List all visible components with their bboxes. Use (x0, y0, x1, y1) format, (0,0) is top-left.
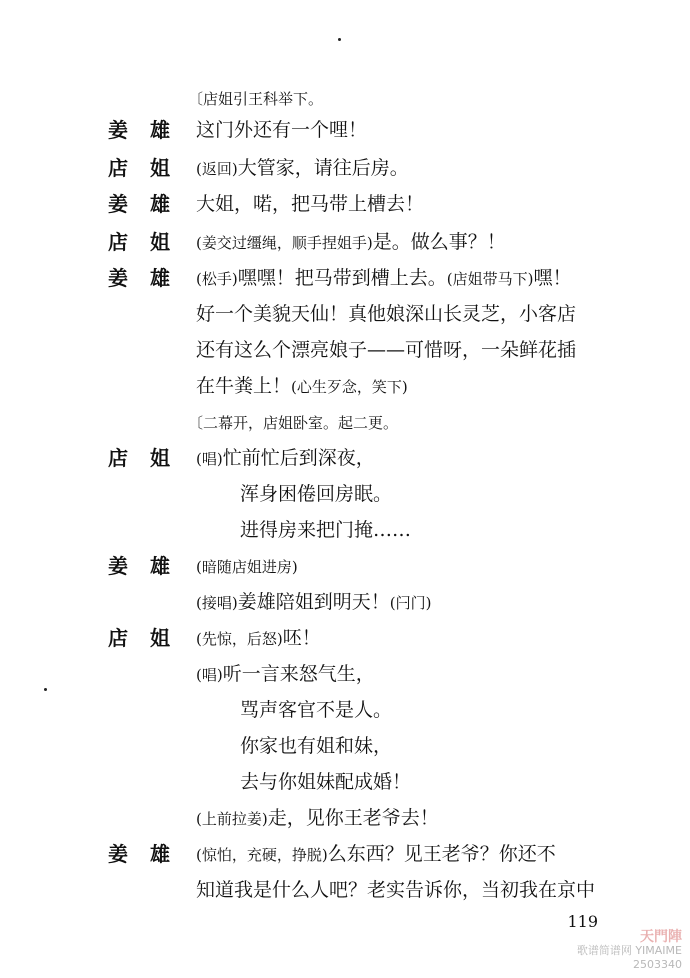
watermark-line-1: 歌谱简谱网 YIMAIME (576, 944, 682, 957)
script-line (196, 118, 367, 142)
script-line (196, 156, 409, 181)
script-line (240, 518, 411, 542)
stage-direction: (闩门) (389, 594, 432, 612)
line-text: 大姐，喏，把马带上槽去！ (196, 193, 425, 215)
line-text: 还有这么个漂亮娘子——可惜呀，一朵鲜花插 (196, 339, 577, 361)
line-text: 听一言来怒气生， (222, 663, 375, 685)
speaker-name: 店姐 (108, 446, 192, 470)
stage-direction: (上前拉姜) (196, 810, 268, 828)
line-text: 浑身困倦回房眠。 (240, 483, 393, 505)
speaker-name: 姜雄 (108, 118, 192, 142)
stage-direction: (唱) (196, 450, 223, 468)
line-text: 进得房来把门掩…… (240, 519, 412, 541)
script-line (196, 662, 375, 687)
script-line (196, 266, 571, 291)
script-line (196, 446, 375, 471)
speaker-name: 店姐 (108, 626, 192, 650)
line-text: 你家也有姐和妹， (240, 735, 393, 757)
line-text: 么东西？见王老爷？你还不 (327, 843, 556, 865)
script-line (196, 374, 408, 399)
speaker-name: 店姐 (108, 230, 192, 254)
speck-mark (44, 688, 47, 691)
stage-direction: (姜交过缰绳，顺手捏姐手) (196, 234, 373, 252)
line-text: 走，见你王老爷去！ (267, 807, 439, 829)
line-text: 在牛粪上！ (196, 375, 292, 397)
script-line (196, 338, 576, 362)
script-line (196, 230, 506, 255)
line-text: 忙前忙后到深夜， (222, 447, 375, 469)
stage-direction: (店姐带马下) (446, 270, 534, 288)
stage-direction: (暗随店姐进房) (196, 558, 298, 576)
speaker-name: 姜雄 (108, 842, 192, 866)
page-number: 119 (567, 912, 598, 931)
stage-direction: 〔店姐引王科举下。 (188, 90, 324, 108)
script-line (188, 86, 323, 111)
speaker-name: 店姐 (108, 156, 192, 180)
script-line (196, 626, 321, 651)
line-text-tail: 做么事？！ (410, 231, 506, 253)
line-text: 去与你姐妹配成婚！ (240, 771, 412, 793)
script-line (196, 590, 431, 615)
script-line (196, 842, 556, 867)
stage-direction: (心生歹念，笑下) (291, 378, 408, 396)
line-text: 是。 (372, 231, 411, 253)
line-text-tail: 嘿！ (533, 267, 572, 289)
line-text: 嘿嘿！把马带到槽上去。 (237, 267, 447, 289)
script-line (240, 770, 411, 794)
speaker-name: 姜雄 (108, 554, 192, 578)
watermark-logo: 天門陣 (640, 929, 682, 945)
stage-direction: 〔二幕开，店姐卧室。起二更。 (188, 414, 399, 432)
script-line (196, 554, 298, 579)
watermark (577, 930, 682, 972)
line-text: 知道我是什么人吧？老实告诉你，当初我在京中 (196, 879, 596, 901)
stage-direction: (唱) (196, 666, 223, 684)
script-line (240, 698, 392, 722)
script-line (196, 878, 595, 902)
script-line (188, 410, 398, 435)
stage-direction: (惊怕，充硬，挣脱) (196, 846, 328, 864)
speaker-name: 姜雄 (108, 266, 192, 290)
script-line (196, 302, 576, 326)
stage-direction: (松手) (196, 270, 238, 288)
speaker-name: 姜雄 (108, 192, 192, 216)
stage-direction: (返回) (196, 160, 238, 178)
script-line (240, 482, 392, 506)
script-line (196, 192, 424, 216)
script-line (196, 806, 439, 831)
watermark-line-2: 2503340 (633, 958, 682, 971)
script-line (240, 734, 392, 758)
line-text: 姜雄陪姐到明天！ (237, 591, 390, 613)
line-text: 大管家，请往后房。 (237, 157, 409, 179)
line-text: 呸！ (282, 627, 321, 649)
stage-direction: (先惊，后怒) (196, 630, 283, 648)
line-text: 好一个美貌天仙！真他娘深山长灵芝，小客店 (196, 303, 577, 325)
stage-direction: (接唱) (196, 594, 238, 612)
line-text: 这门外还有一个哩！ (196, 119, 368, 141)
line-text: 骂声客官不是人。 (240, 699, 393, 721)
speck-mark (338, 38, 341, 41)
